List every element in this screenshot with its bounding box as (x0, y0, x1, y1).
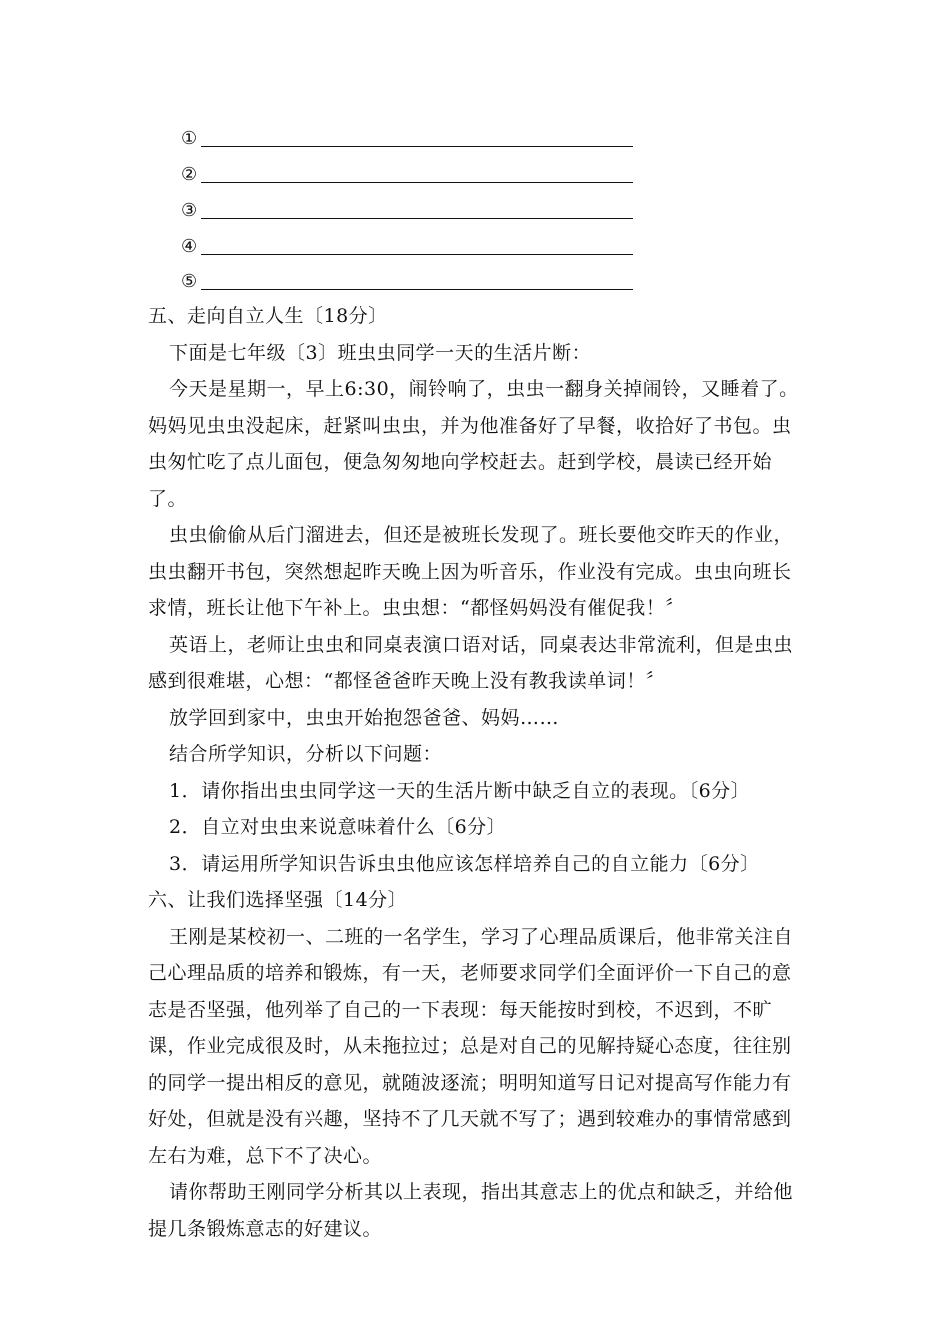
section-6-heading: 六、让我们选择坚强〔14分〕 (148, 889, 408, 911)
case-paragraph: 王刚是某校初一、二班的一名学生，学习了心理品质课后，他非常关注自己心理品质的培养和锻炼，有一天，老师要求同学们全面评价一下自己的意志是否坚强，他列举了自己的一下表现：每天能按时到校，不迟到，不旷课，作业完成很及时，从未拖拉过；总是对自己的见解持疑心态度，往往别的同学一提出相反的意见，就随波逐流；明明知道写日记对提高写作能力有好处，但就是没有兴趣，坚持不了几天就不写了；遇到较难办的事情常感到左右为难，总下不了决心。 (148, 925, 794, 1167)
task-paragraph: 请你帮助王刚同学分析其以上表现，指出其意志上的优点和缺乏，并给他提几条锻炼意志的好建议。 (148, 1181, 794, 1240)
blank-number: ① (181, 128, 198, 149)
blank-line (201, 271, 633, 290)
answer-blank-2[interactable] (181, 160, 633, 186)
blank-line (201, 236, 633, 255)
answer-blank-3[interactable] (181, 196, 633, 222)
answer-blank-5[interactable] (181, 267, 633, 293)
question-text (148, 298, 808, 1247)
story-paragraph: 英语上，老师让虫虫和同桌表演口语对话，同桌表达非常流利，但是虫虫感到很难堪，心想：“都怪爸爸昨天晚上没有教我读单词！〞 (148, 633, 794, 692)
question-item-2: 2．自立对虫虫来说意味着什么〔6分〕 (169, 816, 507, 838)
blank-line (201, 164, 633, 183)
question-item-1: 1．请你指出虫虫同学这一天的生活片断中缺乏自立的表现。〔6分〕 (169, 779, 751, 802)
blank-number: ④ (181, 236, 198, 257)
blank-number: ③ (181, 200, 198, 221)
blank-line (201, 200, 633, 219)
section-5-intro: 下面是七年级〔3〕班虫虫同学一天的生活片断： (169, 341, 592, 364)
question-item-3: 3．请运用所学知识告诉虫虫他应该怎样培养自己的自立能力〔6分〕 (169, 852, 760, 875)
story-paragraph: 今天是星期一，早上6:30，闹铃响了，虫虫一翻身关掉闹铃，又睡着了。妈妈见虫虫没起床，赶紧叫虫虫，并为他准备好了早餐，收拾好了书包。虫虫匆忙吃了点儿面包，便急匆匆地向学校赶去。赶到学校，晨读已经开始了。 (148, 378, 799, 510)
blank-line (201, 128, 633, 147)
answer-blank-4[interactable] (181, 232, 633, 258)
instruction-paragraph: 结合所学知识，分析以下问题： (169, 743, 443, 765)
blank-number: ⑤ (181, 271, 198, 292)
section-5-heading: 五、走向自立人生〔18分〕 (148, 305, 388, 327)
story-paragraph: 虫虫偷偷从后门溜进去，但还是被班长发现了。班长要他交昨天的作业，虫虫翻开书包，突然想起昨天晚上因为听音乐，作业没有完成。虫虫向班长求情，班长让他下午补上。虫虫想：“都怪妈妈没有催促我！〞 (148, 524, 794, 619)
answer-blank-1[interactable] (181, 124, 633, 150)
story-paragraph: 放学回到家中，虫虫开始抱怨爸爸、妈妈…… (169, 706, 560, 729)
blank-number: ② (181, 164, 198, 185)
